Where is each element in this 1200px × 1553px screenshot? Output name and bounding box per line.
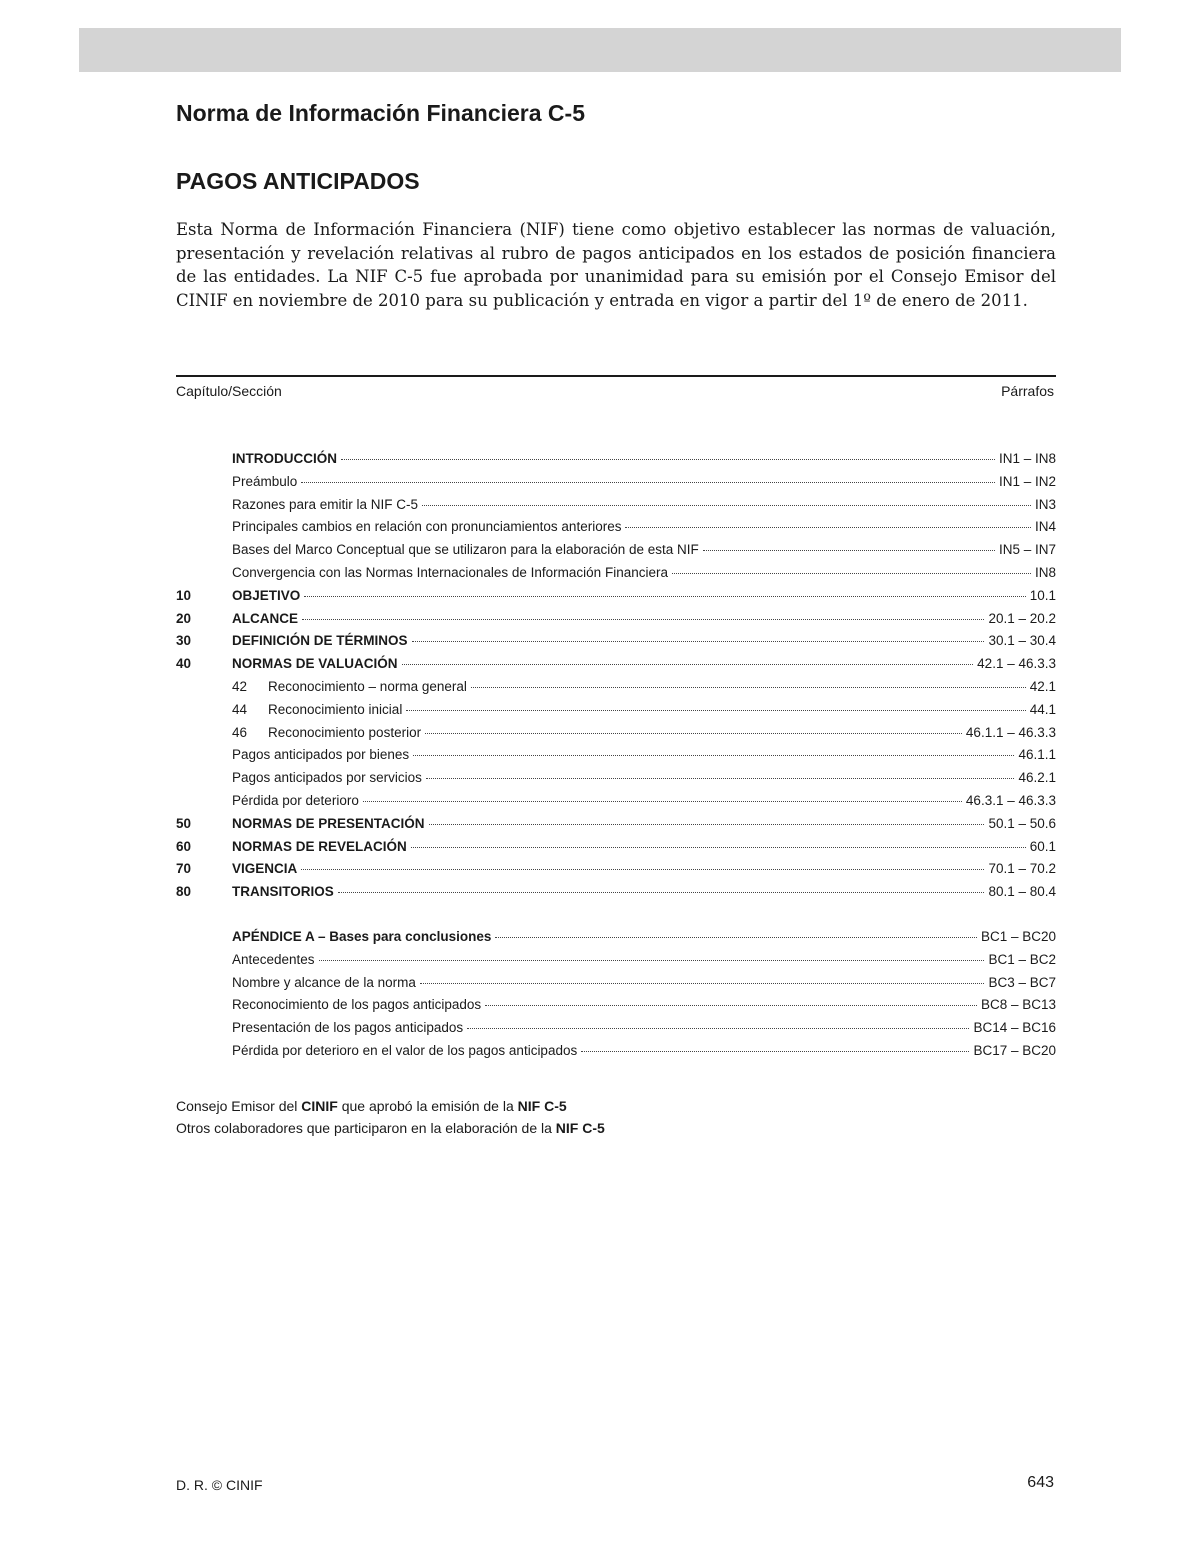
toc-paragraph-ref: 46.1.1 – 46.3.3	[965, 724, 1056, 740]
toc-leader	[304, 596, 1025, 597]
toc-paragraph-ref: 10.1	[1029, 587, 1056, 603]
toc-row[interactable]	[176, 747, 1056, 770]
toc-label: INTRODUCCIÓN	[232, 451, 337, 466]
toc-paragraph-ref: 46.3.1 – 46.3.3	[965, 792, 1056, 808]
toc-row[interactable]	[176, 793, 1056, 816]
toc-row[interactable]	[176, 816, 1056, 839]
toc-row[interactable]	[176, 474, 1056, 497]
toc-leader	[412, 641, 985, 642]
toc-label: Reconocimiento – norma general	[268, 678, 467, 694]
toc-paragraph-ref: 42.1 – 46.3.3	[977, 656, 1056, 672]
toc-number: 70	[176, 861, 192, 877]
toc-subnumber: 42	[232, 678, 248, 694]
toc-label: Antecedentes	[232, 951, 315, 967]
toc-leader	[301, 482, 995, 483]
toc-paragraph-ref: BC1 – BC2	[988, 951, 1056, 967]
toc-row[interactable]	[176, 611, 1056, 634]
toc-paragraph-ref: IN1 – IN8	[998, 451, 1056, 466]
toc-label: VIGENCIA	[232, 861, 298, 877]
table-of-contents	[176, 451, 1056, 1066]
toc-paragraph-ref: 44.1	[1029, 701, 1056, 717]
toc-paragraph-ref: IN4	[1034, 519, 1056, 535]
toc-leader	[581, 1051, 969, 1052]
toc-label: NORMAS DE VALUACIÓN	[232, 656, 398, 672]
toc-leader	[429, 824, 985, 825]
toc-label: Bases del Marco Conceptual que se utilizaron para la elaboración de esta NIF	[232, 542, 699, 558]
toc-number: 80	[176, 884, 192, 900]
toc-paragraph-ref: BC3 – BC7	[988, 974, 1056, 990]
toc-paragraph-ref: 50.1 – 50.6	[988, 815, 1056, 831]
toc-number: 60	[176, 838, 192, 854]
toc-subnumber: 46	[232, 724, 248, 740]
toc-label: Presentación de los pagos anticipados	[232, 1020, 464, 1036]
toc-leader	[363, 801, 962, 802]
toc-row[interactable]	[176, 519, 1056, 542]
toc-row[interactable]	[176, 1020, 1056, 1043]
toc-row[interactable]	[176, 451, 1056, 474]
toc-leader	[420, 983, 985, 984]
toc-leader	[301, 869, 984, 870]
toc-leader	[703, 550, 995, 551]
note-text: Otros colaboradores que participaron en la elaboración de la	[176, 1120, 556, 1136]
toc-label: Pérdida por deterioro	[232, 792, 359, 808]
toc-row[interactable]	[176, 861, 1056, 884]
note-emphasis: CINIF	[301, 1098, 338, 1114]
toc-label: ALCANCE	[232, 610, 298, 626]
toc-label: Pagos anticipados por bienes	[232, 747, 410, 763]
toc-leader	[425, 733, 962, 734]
toc-number: 50	[176, 815, 192, 831]
toc-label: Preámbulo	[232, 473, 298, 489]
note-text: Consejo Emisor del	[176, 1098, 302, 1114]
toc-label: Reconocimiento de los pagos anticipados	[232, 997, 482, 1013]
toc-row[interactable]	[176, 497, 1056, 520]
page-title: Norma de Información Financiera C-5	[176, 100, 585, 126]
intro-paragraph: Esta Norma de Información Financiera (NIF) tiene como objetivo establecer las normas de valuación, presentación y revelación relativas al rubro de pagos anticipados en los estados de posición financiera de las entidades. La NIF C-5 fue aprobada por unanimidad para su emisión por el Consejo Emisor del CINIF en noviembre de 2010 para su publicación y entrada en vigor a partir del 1º de enero de 2011.	[176, 220, 1056, 310]
header-band	[79, 28, 1121, 72]
toc-paragraph-ref: 80.1 – 80.4	[988, 884, 1056, 900]
section-title: PAGOS ANTICIPADOS	[176, 168, 420, 194]
toc-label: Principales cambios en relación con pronunciamientos anteriores	[232, 519, 622, 535]
toc-label: Pagos anticipados por servicios	[232, 770, 422, 786]
toc-row[interactable]	[176, 929, 1056, 952]
toc-leader	[625, 527, 1031, 528]
divider-rule	[176, 375, 1056, 377]
toc-label: Convergencia con las Normas Internacionales de Información Financiera	[232, 564, 668, 580]
toc-row[interactable]	[176, 975, 1056, 998]
note-emphasis: NIF C-5	[555, 1120, 605, 1136]
copyright: D. R. © CINIF	[176, 1477, 263, 1493]
toc-leader	[413, 755, 1014, 756]
toc-paragraph-ref: BC14 – BC16	[973, 1020, 1056, 1036]
toc-leader	[319, 960, 985, 961]
toc-leader	[485, 1005, 977, 1006]
toc-header-paragraphs: Párrafos	[1001, 383, 1054, 399]
toc-label: Pérdida por deterioro en el valor de los pagos anticipados	[232, 1042, 578, 1058]
toc-label: Reconocimiento inicial	[268, 701, 403, 717]
toc-number: 20	[176, 610, 192, 626]
note-line[interactable]	[176, 1117, 605, 1139]
toc-leader	[467, 1028, 969, 1029]
toc-row[interactable]	[176, 1043, 1056, 1066]
toc-label: OBJETIVO	[232, 587, 301, 603]
toc-number: 30	[176, 633, 192, 649]
toc-paragraph-ref: IN3	[1034, 496, 1056, 512]
toc-leader	[402, 664, 974, 665]
toc-leader	[426, 778, 1015, 779]
toc-paragraph-ref: 46.2.1	[1018, 770, 1056, 786]
toc-row[interactable]	[176, 952, 1056, 975]
toc-paragraph-ref: 46.1.1	[1018, 747, 1056, 763]
toc-label: Reconocimiento posterior	[268, 724, 422, 740]
toc-number: 40	[176, 656, 192, 672]
toc-paragraph-ref: IN8	[1034, 564, 1056, 580]
toc-paragraph-ref: BC17 – BC20	[973, 1042, 1056, 1058]
toc-subnumber: 44	[232, 701, 248, 717]
toc-paragraph-ref: 70.1 – 70.2	[988, 861, 1056, 877]
toc-row[interactable]	[176, 770, 1056, 793]
toc-paragraph-ref: 60.1	[1029, 838, 1056, 854]
toc-label: NORMAS DE REVELACIÓN	[232, 838, 407, 854]
toc-label: DEFINICIÓN DE TÉRMINOS	[232, 633, 408, 649]
page-number: 643	[1027, 1474, 1054, 1491]
toc-label: TRANSITORIOS	[232, 884, 334, 900]
toc-row[interactable]	[176, 884, 1056, 907]
toc-row[interactable]	[176, 588, 1056, 611]
toc-leader	[338, 892, 985, 893]
toc-paragraph-ref: BC1 – BC20	[980, 928, 1056, 944]
toc-leader	[495, 937, 977, 938]
toc-leader	[302, 619, 984, 620]
toc-label: APÉNDICE A – Bases para conclusiones	[232, 928, 492, 944]
toc-leader	[672, 573, 1031, 574]
toc-row[interactable]	[176, 633, 1056, 656]
toc-paragraph-ref: 42.1	[1029, 678, 1056, 694]
toc-leader	[406, 710, 1025, 711]
toc-row[interactable]	[176, 997, 1056, 1020]
toc-label: Razones para emitir la NIF C-5	[232, 496, 419, 512]
toc-label: NORMAS DE PRESENTACIÓN	[232, 815, 425, 831]
toc-header-chapter: Capítulo/Sección	[176, 383, 282, 399]
note-line[interactable]	[176, 1095, 605, 1117]
toc-paragraph-ref: IN1 – IN2	[998, 473, 1056, 489]
toc-row[interactable]	[176, 702, 1056, 725]
toc-label: Nombre y alcance de la norma	[232, 974, 416, 990]
toc-paragraph-ref: IN5 – IN7	[998, 542, 1056, 558]
toc-row[interactable]	[176, 725, 1056, 748]
toc-leader	[411, 847, 1026, 848]
toc-leader	[471, 687, 1026, 688]
closing-notes	[176, 1095, 605, 1139]
note-emphasis: NIF C-5	[517, 1098, 567, 1114]
toc-paragraph-ref: BC8 – BC13	[980, 997, 1056, 1013]
toc-leader	[341, 459, 995, 460]
toc-number: 10	[176, 587, 192, 603]
toc-row[interactable]	[176, 542, 1056, 565]
toc-row[interactable]	[176, 656, 1056, 679]
toc-leader	[422, 505, 1031, 506]
toc-paragraph-ref: 20.1 – 20.2	[988, 610, 1056, 626]
toc-row[interactable]	[176, 565, 1056, 588]
toc-row[interactable]	[176, 839, 1056, 862]
toc-paragraph-ref: 30.1 – 30.4	[988, 633, 1056, 649]
note-text: que aprobó la emisión de la	[337, 1098, 518, 1114]
toc-row[interactable]	[176, 679, 1056, 702]
